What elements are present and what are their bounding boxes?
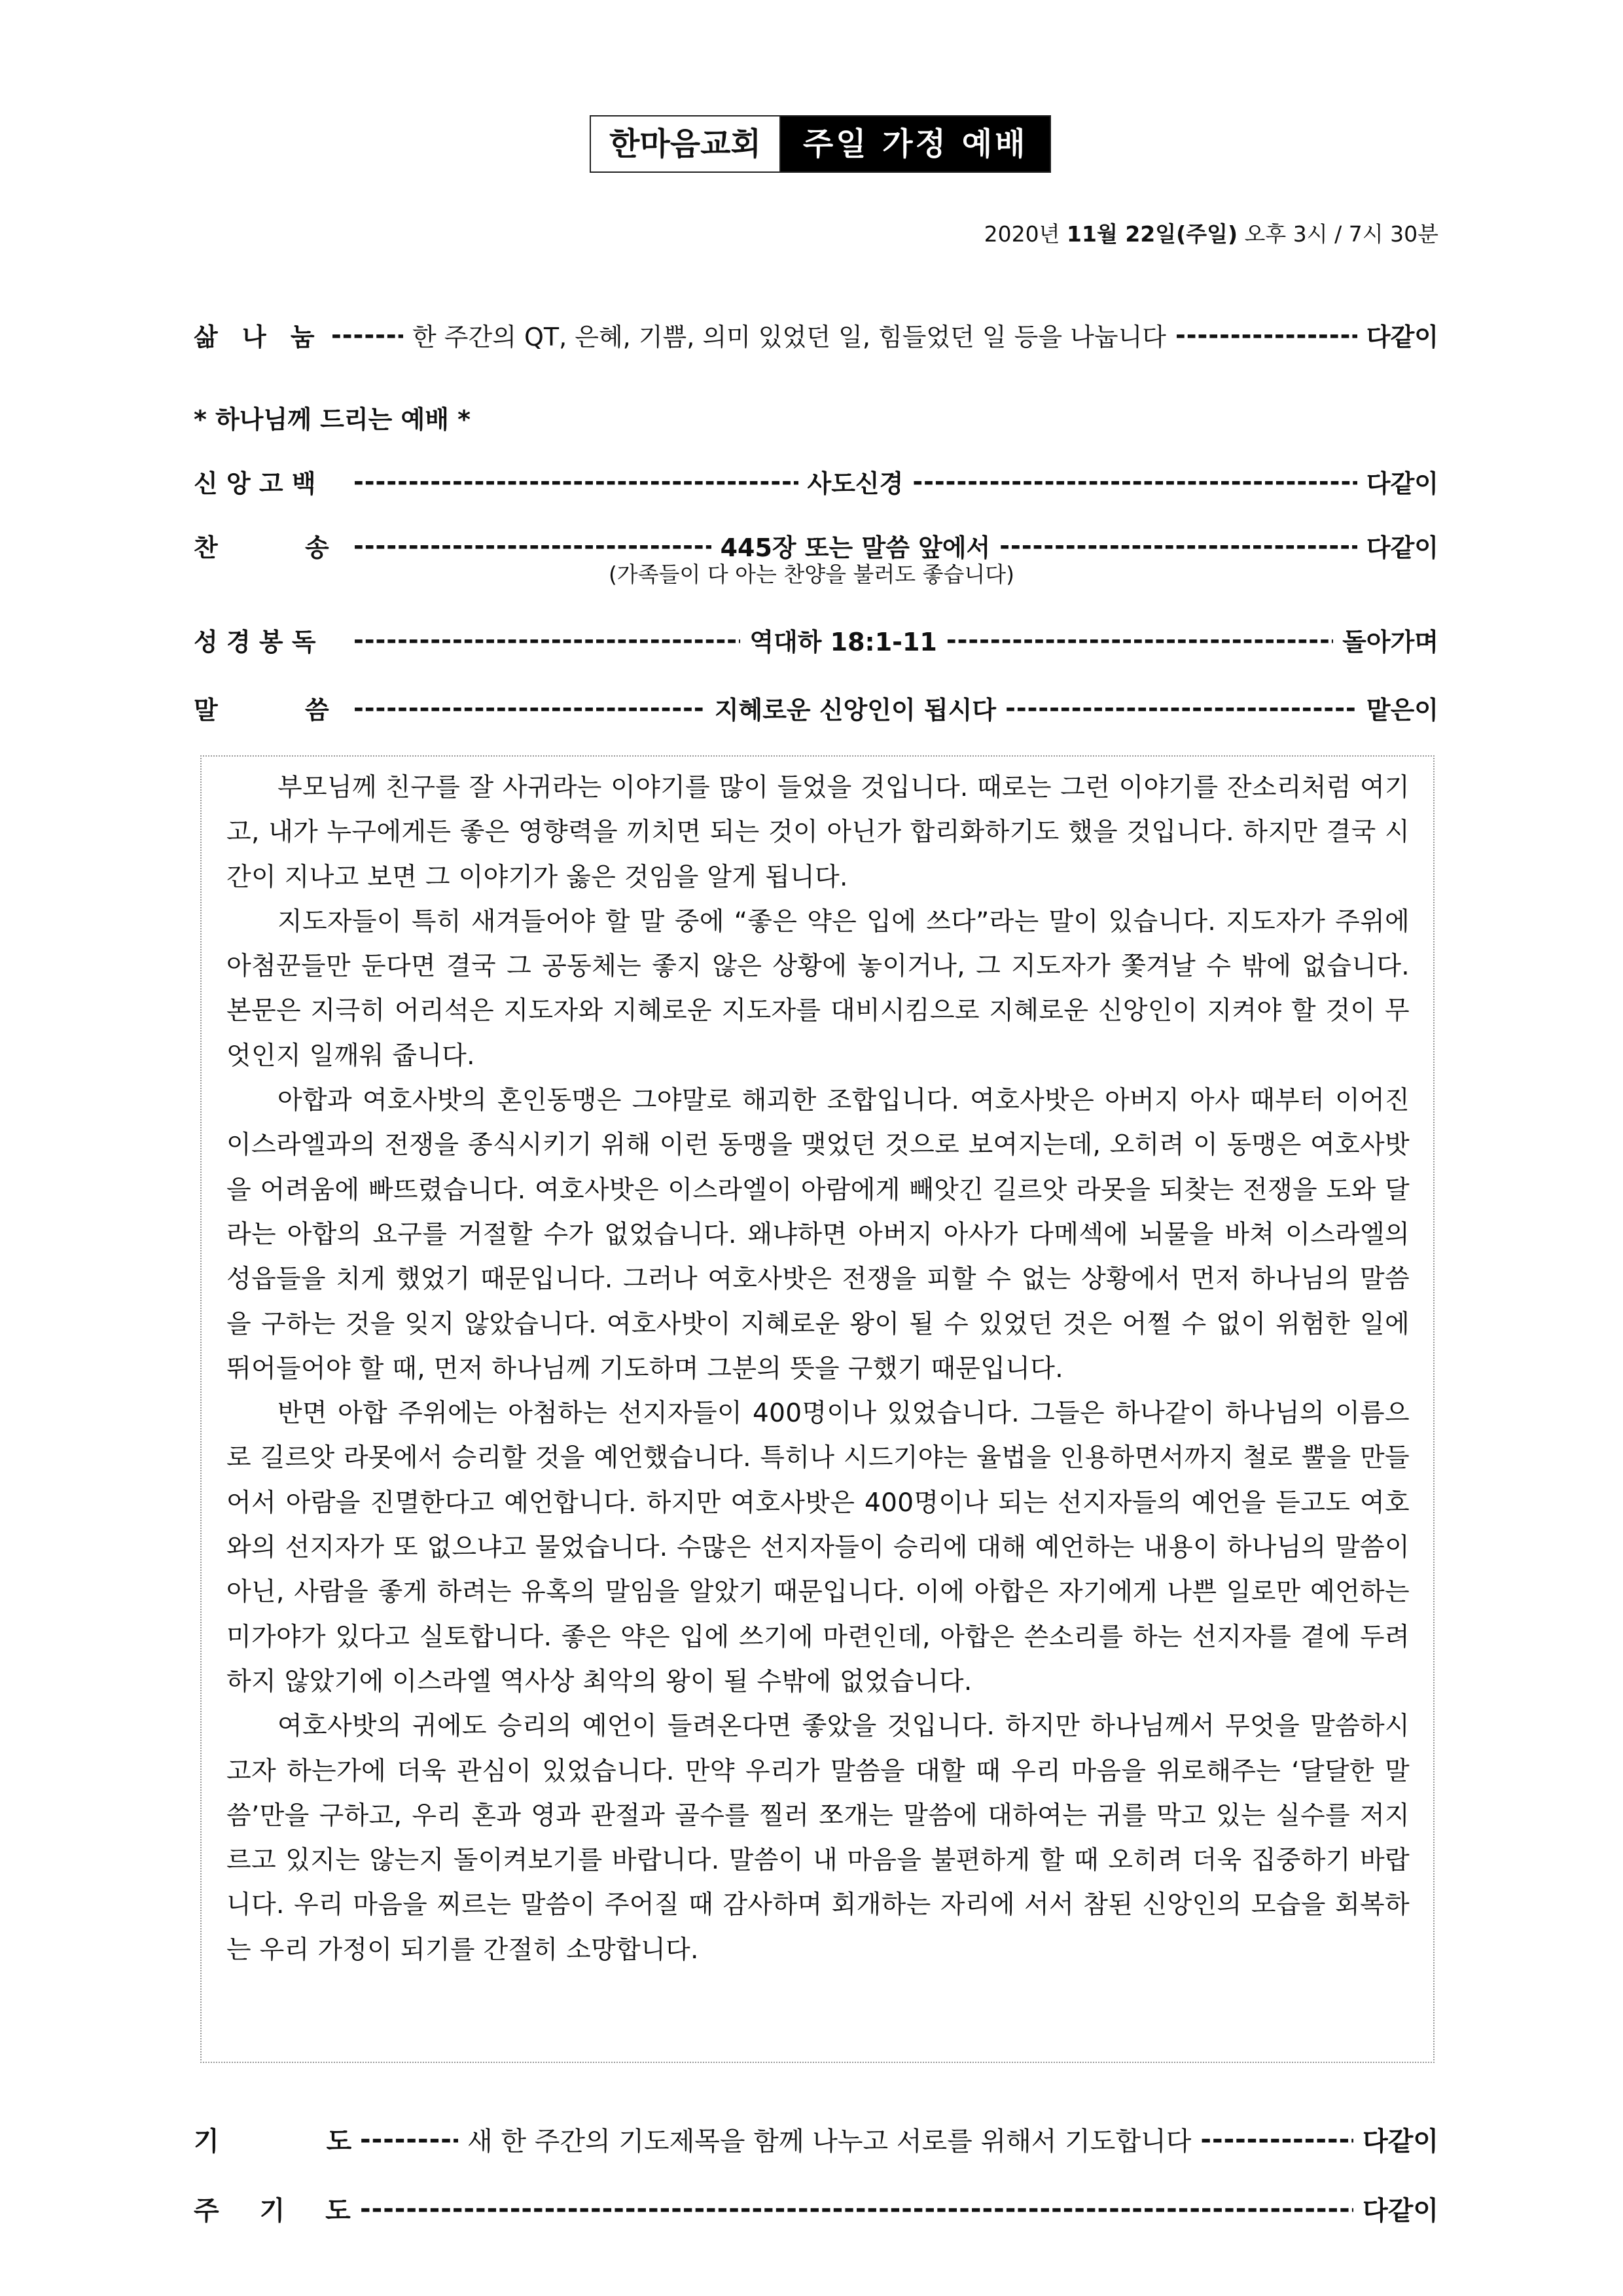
dash-leader bbox=[353, 531, 711, 560]
worship-heading: * 하나님께 드리는 예배 * bbox=[194, 405, 471, 434]
sermon-paragraph: 반면 아합 주위에는 아첨하는 선지자들이 400명이나 있었습니다. 그들은 하나같이 하나님의 이름으로 길르앗 라못에서 승리할 것을 예언했습니다. 특히나 시드기야는 율법을 인용하면서까지 철로 뿔을 만들어서 아람을 진멸한다고 예언합니다. 하지만 여호사밧은 400명이나 되는 선지자들의 예언을 듣고도 여호와의 선지자가 또 없으냐고 물었습니다. 수많은 선지자들이 승리에 대해 예언하는 내용이 하나님의 말씀이 아닌, 사람을 좋게 하려는 유혹의 말임을 알았기 때문입니다. 이에 아합은 자기에게 나쁜 일로만 예언하는 미가야가 있다고 실토합니다. 좋은 약은 입에 쓰기에 마련인데, 아합은 쓴소리를 하는 선지자를 곁에 두려 하지 않았기에 이스라엘 역사상 최악의 왕이 될 수밖에 없었습니다. bbox=[226, 1399, 1410, 1696]
date-suffix: 오후 3시 / 7시 30분 bbox=[1238, 221, 1438, 247]
service-title: 주일 가정 예배 bbox=[781, 117, 1050, 171]
dash-leader bbox=[999, 531, 1357, 560]
sharing-label: 삶 나 눔 bbox=[194, 323, 323, 351]
sermon-paragraph: 여호사밧의 귀에도 승리의 예언이 들려온다면 좋았을 것입니다. 하지만 하나님께서 무엇을 말씀하시고자 하는가에 더욱 관심이 있었습니다. 만약 우리가 말씀을 대할 때 우리 마음을 위로해주는 ‘달달한 말씀’만을 구하고, 우리 혼과 영과 관절과 골수를 찔러 쪼개는 말씀에 대하여는 귀를 막고 있는 실수를 저지르고 있지는 않는지 돌이켜보기를 바랍니다. 말씀이 내 마음을 불편하게 할 때 오히려 더욱 집중하기 바랍니다. 우리 마음을 찌르는 말씀이 주어질 때 감사하며 회개하는 자리에 서서 참된 신앙인의 모습을 회복하는 우리 가정이 되기를 간절히 소망합니다. bbox=[226, 1712, 1410, 1965]
dash-leader bbox=[353, 694, 705, 723]
hymn-label: 찬 송 bbox=[194, 533, 329, 562]
title-box bbox=[590, 115, 1051, 173]
sermon-who: 맡은이 bbox=[1366, 696, 1438, 725]
dash-leader bbox=[912, 467, 1357, 496]
creed-row bbox=[194, 463, 1438, 499]
dash-leader bbox=[353, 626, 740, 655]
creed-who: 다같이 bbox=[1366, 469, 1438, 498]
date-bold: 11월 22일(주일) bbox=[1067, 221, 1238, 247]
dash-leader bbox=[360, 2194, 1353, 2224]
service-date bbox=[984, 217, 1438, 248]
date-prefix: 2020년 bbox=[984, 221, 1067, 247]
dash-leader bbox=[360, 2125, 458, 2155]
sermon-title: 지혜로운 신앙인이 됩시다 bbox=[714, 696, 997, 725]
dash-leader bbox=[1005, 694, 1357, 723]
reading-who: 돌아가며 bbox=[1342, 628, 1438, 656]
lords-prayer-row bbox=[194, 2190, 1438, 2227]
dash-leader bbox=[331, 321, 403, 350]
prayer-label: 기 도 bbox=[194, 2126, 352, 2157]
prayer-who: 다같이 bbox=[1363, 2126, 1438, 2157]
church-name: 한마음교회 bbox=[591, 117, 781, 171]
dash-leader bbox=[946, 626, 1333, 655]
sermon-label: 말 씀 bbox=[194, 696, 329, 725]
sharing-description: 한 주간의 QT, 은혜, 기쁨, 의미 있었던 일, 힘들었던 일 등을 나눕니다 bbox=[412, 323, 1167, 351]
prayer-content: 새 한 주간의 기도제목을 함께 나누고 서로를 위해서 기도합니다 bbox=[467, 2126, 1192, 2157]
hymn-note: (가족들이 다 아는 찬양을 불러도 좋습니다) bbox=[608, 562, 1015, 587]
dash-leader bbox=[1200, 2125, 1353, 2155]
sermon-paragraph: 아합과 여호사밧의 혼인동맹은 그야말로 해괴한 조합입니다. 여호사밧은 아버지 아사 때부터 이어진 이스라엘과의 전쟁을 종식시키기 위해 이런 동맹을 맺었던 것으로 보여지는데, 오히려 이 동맹은 여호사밧을 어려움에 빠뜨렸습니다. 여호사밧은 이스라엘이 아람에게 빼앗긴 길르앗 라못을 되찾는 전쟁을 도와 달라는 아합의 요구를 거절할 수가 없었습니다. 왜냐하면 아버지 아사가 다메섹에 뇌물을 바쳐 이스라엘의 성읍들을 치게 했었기 때문입니다. 그러나 여호사밧은 전쟁을 피할 수 없는 상황에서 먼저 하나님의 말씀을 구하는 것을 잊지 않았습니다. 여호사밧이 지혜로운 왕이 될 수 있었던 것은 어쩔 수 없이 위험한 일에 뛰어들어야 할 때, 먼저 하나님께 기도하며 그분의 뜻을 구했기 때문입니다. bbox=[226, 1086, 1410, 1384]
reading-label: 성 경 봉 독 bbox=[194, 628, 316, 656]
sharing-row bbox=[194, 317, 1438, 353]
sermon-paragraph: 지도자들이 특히 새겨들어야 할 말 중에 “좋은 약은 입에 쓰다”라는 말이 있습니다. 지도자가 주위에 아첨꾼들만 둔다면 결국 그 공동체는 좋지 않은 상황에 놓이거나, 그 지도자가 쫓겨날 수 밖에 없습니다. 본문은 지극히 어리석은 지도자와 지혜로운 지도자를 대비시킴으로 지혜로운 신앙인이 지켜야 할 것이 무엇인지 일깨워 줍니다. bbox=[226, 906, 1410, 1071]
reading-row bbox=[194, 622, 1438, 658]
sermon-row bbox=[194, 690, 1438, 726]
sermon-text-box bbox=[200, 755, 1435, 2063]
creed-content: 사도신경 bbox=[807, 469, 904, 498]
hymn-who: 다같이 bbox=[1366, 533, 1438, 562]
creed-label: 신 앙 고 백 bbox=[194, 469, 316, 498]
prayer-row bbox=[194, 2121, 1438, 2158]
hymn-content: 445장 또는 말씀 앞에서 bbox=[720, 533, 991, 562]
sermon-paragraph: 부모님께 친구를 잘 사귀라는 이야기를 많이 들었을 것입니다. 때로는 그런 이야기를 잔소리처럼 여기고, 내가 누구에게든 좋은 영향력을 끼치면 되는 것이 아닌가 합리화하기도 했을 것입니다. 하지만 결국 시간이 지나고 보면 그 이야기가 옳은 것임을 알게 됩니다. bbox=[226, 773, 1410, 892]
lords-prayer-label: 주 기 도 bbox=[194, 2196, 351, 2226]
lords-prayer-who: 다같이 bbox=[1363, 2196, 1438, 2226]
dash-leader bbox=[1175, 321, 1357, 350]
reading-content: 역대하 18:1-11 bbox=[749, 628, 937, 656]
dash-leader bbox=[353, 467, 798, 496]
sharing-who: 다같이 bbox=[1366, 323, 1438, 351]
